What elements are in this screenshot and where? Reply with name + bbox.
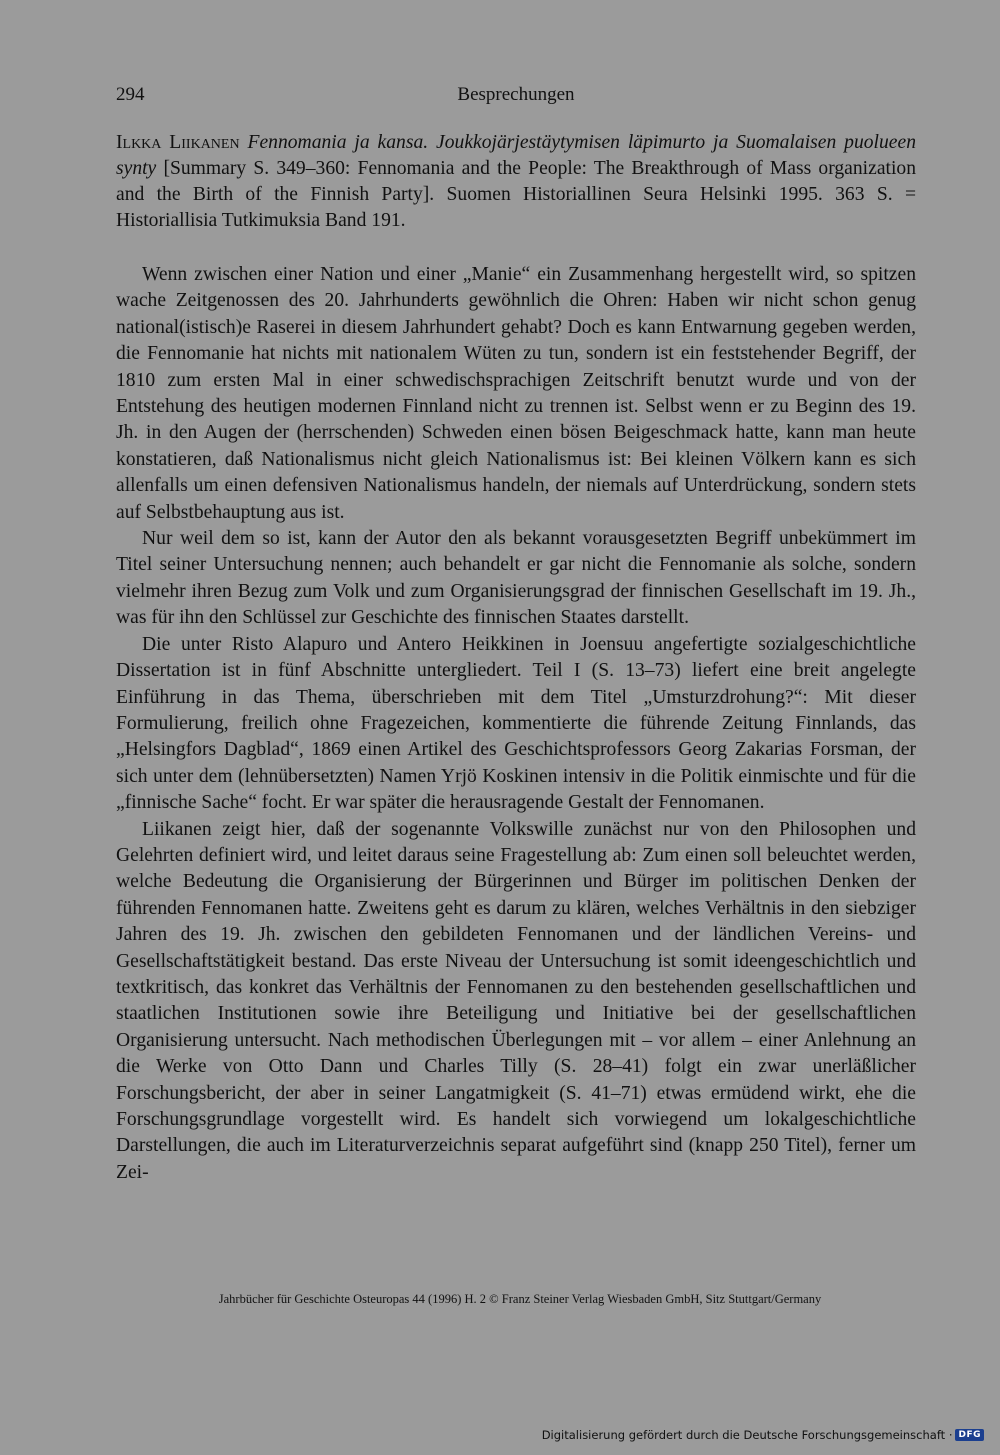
body-paragraph: Nur weil dem so ist, kann der Autor den als bekannt vorausgesetzten Begriff unbekümmert im Titel seiner Untersuchung nennen; auch behandelt er gar nicht die Fennomanie als solche, sondern vielmehr ihren Bezug zum Volk und zum Organisierungsgrad der finnischen Gesellschaft im 19. Jh., was für ihn den Schlüssel zur Geschichte des finnischen Staates darstellt. <box>116 528 916 629</box>
body-paragraph: Wenn zwischen einer Nation und einer „Manie“ ein Zusammenhang hergestellt wird, so spitzen wache Zeitgenossen des 20. Jahrhunderts gewöhnlich die Ohren: Haben wir nicht schon genug national(istisch)e Raserei in diesem Jahrhundert gehabt? Doch es kann Entwarnung gegeben werden, die Fennomanie hat nichts mit nationalem Wüten zu tun, sondern ist ein feststehender Begriff, der 1810 zum ersten Mal in einer schwedischsprachigen Zeitschrift benutzt wurde und von der Entstehung des heutigen modernen Finnland nicht zu trennen ist. Selbst wenn er zu Beginn des 19. Jh. in den Augen der (herrschenden) Schweden einen bösen Beigeschmack hatte, kann man heute konstatieren, daß Nationalismus nicht gleich Nationalismus ist: Bei kleinen Völkern kann es sich allenfalls um einen defensiven Nationalismus handeln, der niemals auf Unterdrückung, sondern stets auf Selbstbehauptung aus ist. <box>116 264 916 523</box>
running-head: Besprechungen <box>457 84 575 105</box>
dfg-logo-icon: DFG <box>955 1429 984 1441</box>
digitization-note <box>542 1427 984 1443</box>
page-header <box>116 84 916 110</box>
review-book-details: [Summary S. 349–360: Fennomania and the People: The Breakthrough of Mass organization and the Birth of the Finnish Party]. Suomen Historiallinen Seura Helsinki 1995. 363 S. = Historiallisia Tutkimuksia Band 191. <box>116 158 916 231</box>
review-citation <box>116 130 916 234</box>
digitization-text: Digitalisierung gefördert durch die Deutsche Forschungsgemeinschaft · <box>541 1428 953 1442</box>
body-paragraph: Liikanen zeigt hier, daß der sogenannte Volkswille zunächst nur von den Philosophen und Gelehrten definiert wird, und leitet daraus seine Fragestellung ab: Zum einen soll beleuchtet werden, welche Bedeutung die Organisierung der Bürgerinnen und Bürger im politischen Denken der führenden Fennomanen hatte. Zweitens geht es darum zu klären, welches Verhältnis in den siebziger Jahren des 19. Jh. zwischen den gebildeten Fennomanen und der ländlichen Vereins- und Gesellschaftstätigkeit bestand. Das erste Niveau der Untersuchung ist somit ideengeschichtlich und textkritisch, das konkret das Verhältnis der Fennomanen zu den bestehenden gesellschaftlichen und staatlichen Institutionen sowie ihre Beteiligung und Initiative bei der gesellschaftlichen Organisierung untersucht. Nach methodischen Überlegungen mit – vor allem – einer Anlehnung an die Werke von Otto Dann und Charles Tilly (S. 28–41) folgt ein zwar unerläßlicher Forschungsbericht, der aber in seiner Langatmigkeit (S. 41–71) etwas ermüdend wirkt, ehe die Forschungsgrundlage vorgestellt wird. Es handelt sich vorwiegend um lokalgeschichtliche Darstellungen, die auch im Literaturverzeichnis separat aufgeführt sind (knapp 250 Titel), ferner um Zei- <box>116 818 916 1183</box>
page-number: 294 <box>116 84 145 105</box>
review-author: Ilkka Liikanen <box>116 132 240 153</box>
review-body <box>116 262 916 1186</box>
body-paragraph: Die unter Risto Alapuro und Antero Heikkinen in Joensuu angefertigte sozialgeschichtliche Dissertation ist in fünf Abschnitte untergliedert. Teil I (S. 13–73) liefert eine breit angelegte Einführung in das Thema, überschrieben mit dem Titel „Umsturzdrohung?“: Mit dieser Formulierung, freilich ohne Fragezeichen, kommentierte die führende Zeitung Finnlands, das „Helsingfors Dagblad“, 1869 einen Artikel des Geschichtsprofessors Georg Zakarias Forsman, der sich unter dem (lehnübersetzten) Namen Yrjö Koskinen intensiv in die Politik einmischte und für die „finnische Sache“ focht. Er war später die herausragende Gestalt der Fennomanen. <box>116 633 916 814</box>
journal-footer: Jahrbücher für Geschichte Osteuropas 44 (1996) H. 2 © Franz Steiner Verlag Wiesbaden GmbH, Sitz Stuttgart/Germany <box>218 1292 822 1306</box>
review-book-title: Fennomania ja kansa. Joukkojärjestäytymisen läpimurto ja Suomalaisen puolueen synty <box>116 132 916 179</box>
